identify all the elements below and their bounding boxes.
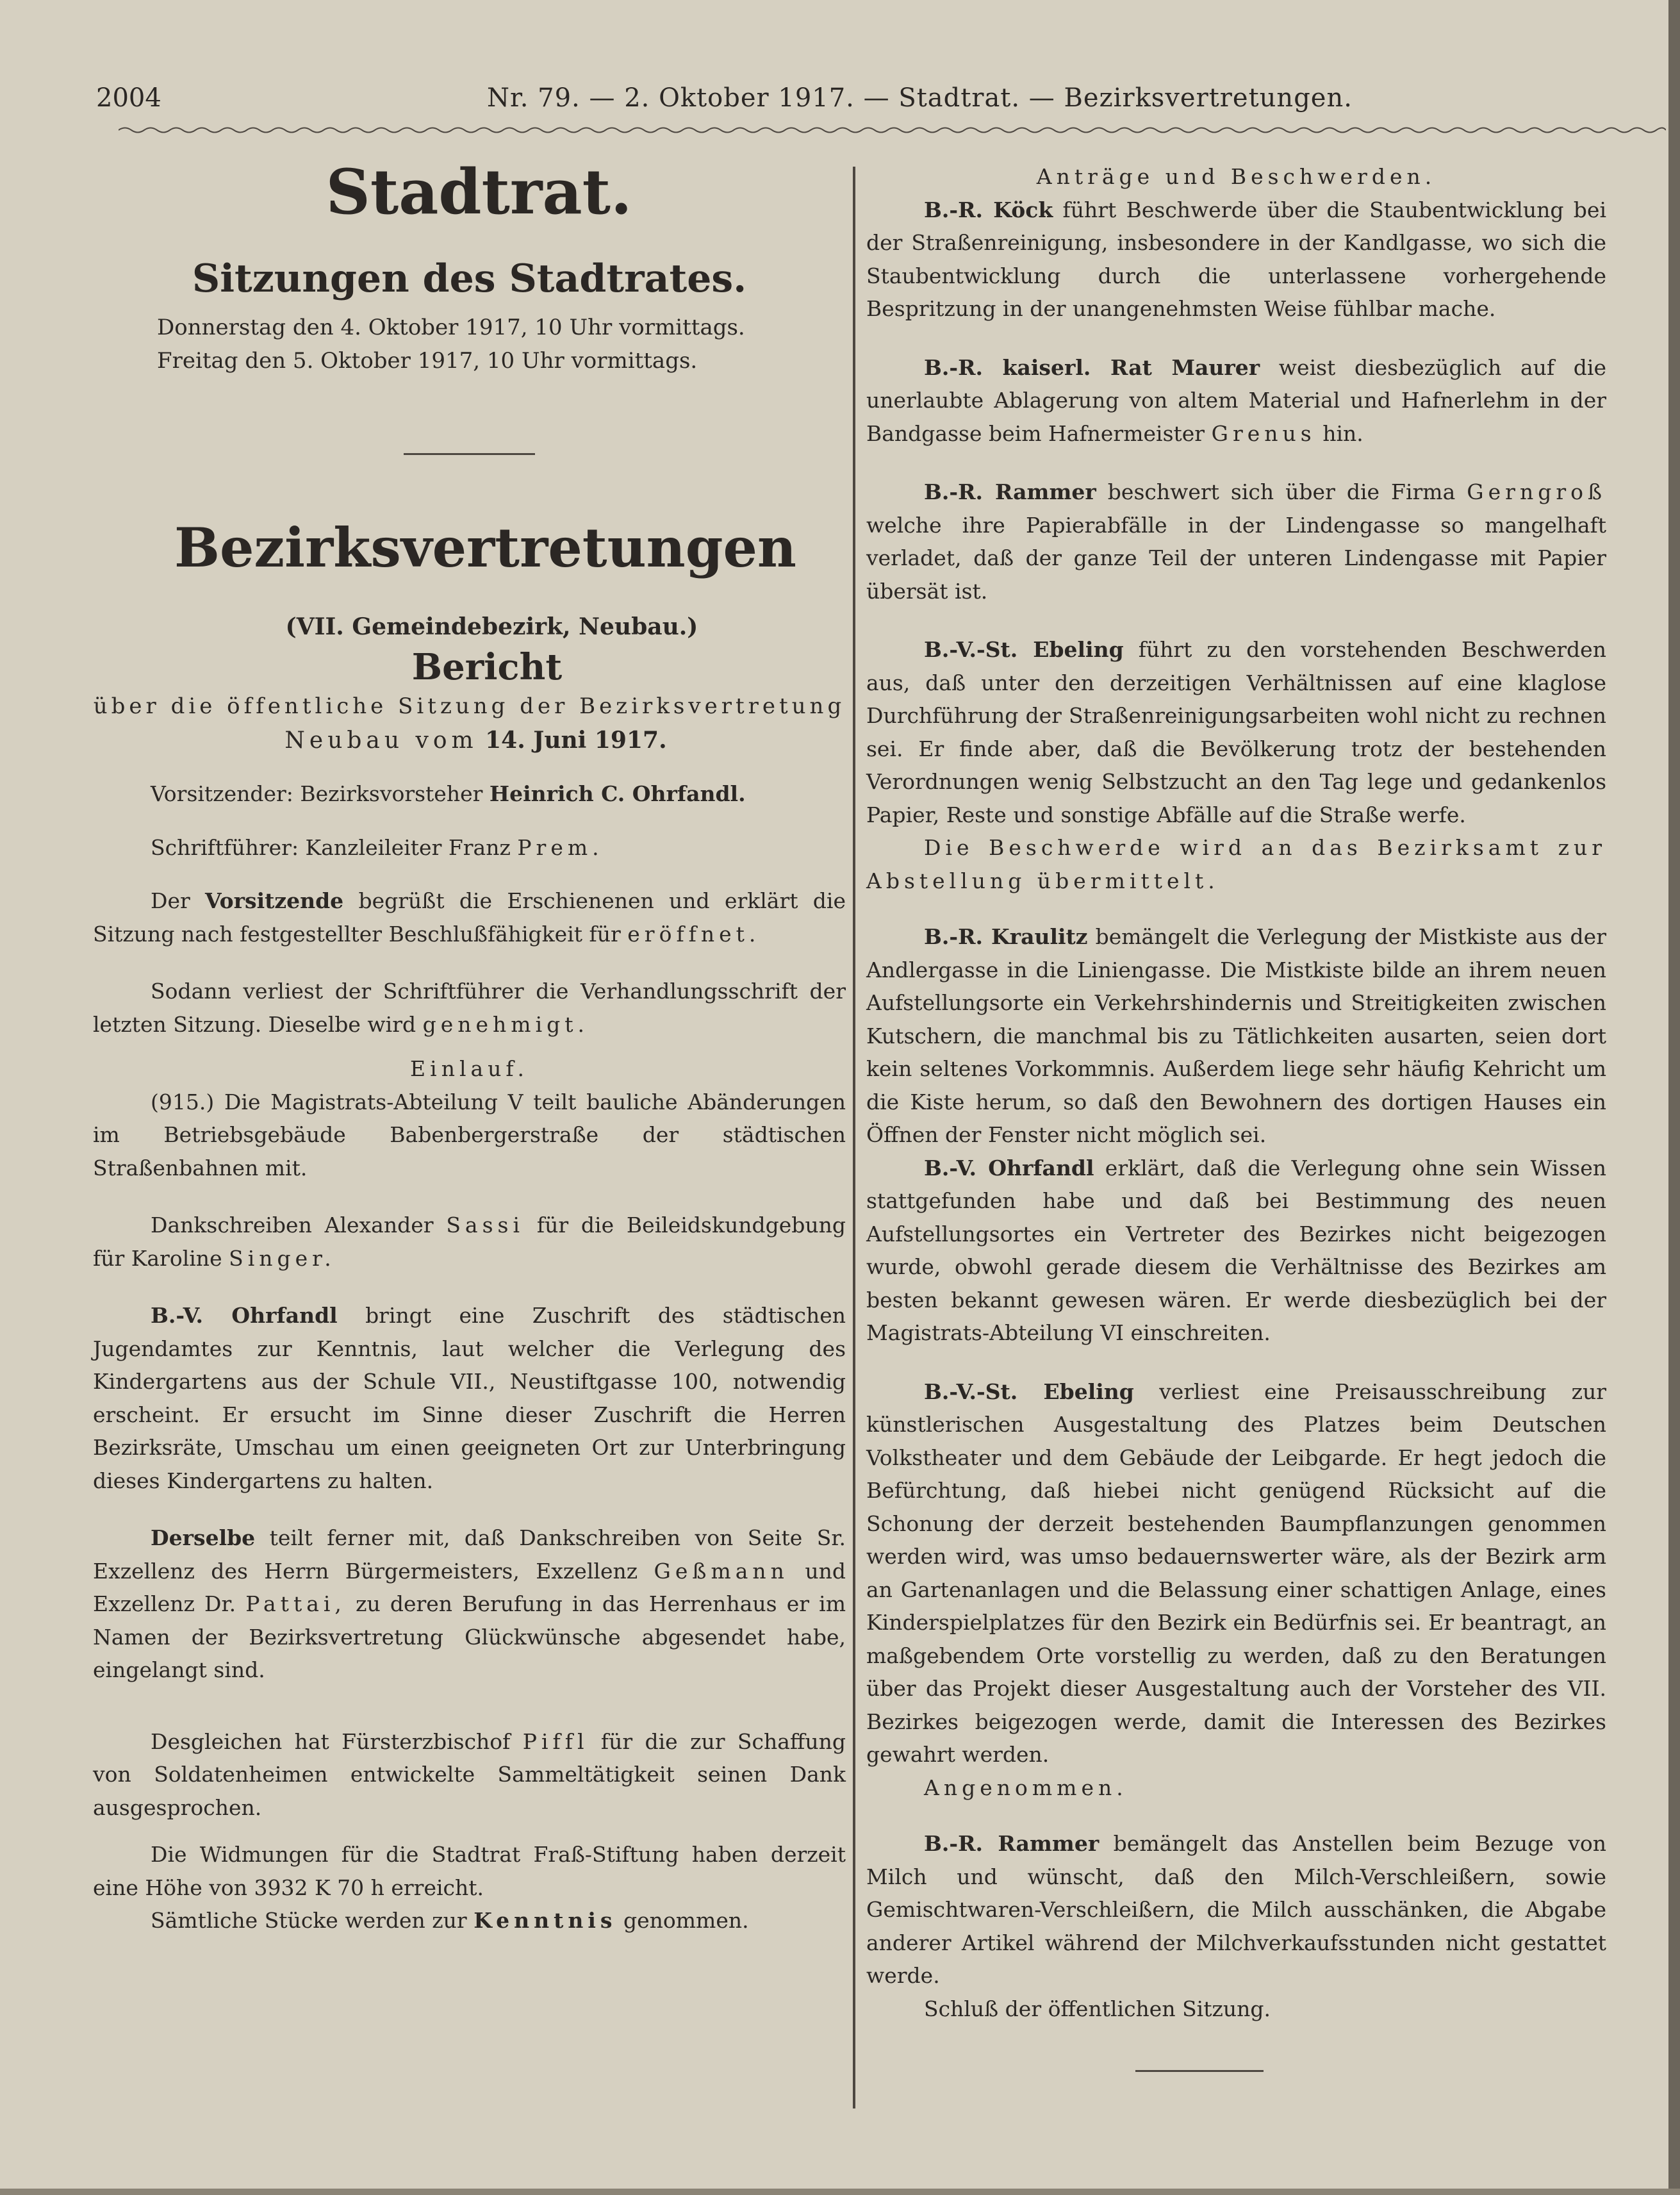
end-rule [1135, 2070, 1264, 2072]
paragraph-kraulitz [866, 920, 1606, 1152]
p4-sassi: Sassi [446, 1213, 525, 1238]
r2-grenus: Grenus [1211, 420, 1316, 446]
secretary-label: Schriftführer: Kanzleileiter Franz [151, 834, 511, 860]
p6-gessmann: Geßmann [654, 1558, 789, 1584]
page-header [96, 77, 1570, 128]
header-wavy-rule [119, 126, 1666, 135]
right-column [866, 160, 1606, 2072]
p1-vorsitzende: Vorsitzende [205, 888, 344, 913]
bericht-title: Bericht [411, 646, 563, 688]
r3-text-d: welche ihre Papierabfälle in der Lindengasse so mangelhaft verladet, daß der ganze Teil der unteren Lindengasse mit Papier übersät ist. [866, 512, 1606, 604]
paragraph-ohrfandl [866, 1152, 1606, 1350]
report-subtitle-line-1: über die öffentliche Sitzung der Bezirksvertretung [93, 693, 846, 719]
paragraph-piffl [93, 1725, 846, 1825]
einlauf-heading: Einlauf. [410, 1056, 529, 1081]
p5-text: bringt eine Zuschrift des städtischen Jugendamtes zur Kenntnis, laut welcher die Verlegung des Kindergartens aus der Schule VII., Neustiftgasse 100, notwendig erscheint. Er ersucht im Sinne dieser Zuschrift die Herren Bezirksräte, Umschau um einen geeigneten Ort zur Unterbringung dieses Kindergartens zu halten. [93, 1303, 846, 1493]
r7-text: erklärt, daß die Verlegung ohne sein Wissen stattgefunden habe und daß bei Bestimmung des neuen Aufstellungsortes ein Vertreter des Bezirkes nicht beigezogen wurde, obwohl gerade diesem die Verhältnisse des Bezirkes am besten bekannt gewesen wären. Er werde diesbezüglich bei der Magistrats-Abteilung VI einschreiten. [866, 1155, 1606, 1345]
sitzungen-title: Sitzungen des Stadtrates. [192, 256, 747, 301]
column-divider [853, 167, 855, 2108]
p6-text-f: zu deren Berufung in das Herrenhaus er im Namen der Bezirksvertretung Glückwünsche abgesendet habe, eingelangt sind. [93, 1591, 846, 1682]
report-date: 14. Juni 1917. [485, 727, 667, 754]
r4-text: führt zu den vorstehenden Beschwerden aus, daß unter den derzeitigen Verhältnissen auf eine klaglose Durchführung der Straßenreinigungsarbeiten wohl nicht zu rechnen sei. Er finde aber, daß die Bevölkerung trotz der bestehenden Verordnungen wenig Selbstzucht an den Tag lege und gedankenlos Papier, Reste und sonstige Abfälle auf die Straße werfe. [866, 637, 1606, 827]
p6-pattai: Pattai, [245, 1591, 346, 1616]
district-label: (VII. Gemeindebezirk, Neubau.) [285, 613, 698, 640]
r3-speaker: B.-R. Rammer [924, 479, 1096, 504]
p4-text-c: für die Beileidskundgebung für Karoline [93, 1213, 846, 1271]
r7-speaker: B.-V. Ohrfandl [924, 1155, 1094, 1180]
r2-text: weist diesbezüglich auf die unerlaubte Ablagerung von altem Material und Hafnerlehm in der Bandgasse beim Hafnermeister [866, 354, 1606, 446]
p9-genommen: genommen. [623, 1908, 749, 1933]
date-line-1: Donnerstag den 4. Oktober 1917, 10 Uhr vormittags. [157, 315, 745, 340]
r10-speaker: B.-R. Rammer [924, 1831, 1099, 1856]
chair-label: Vorsitzender: Bezirksvorsteher [151, 781, 483, 806]
report-district: Neubau vom [284, 727, 478, 754]
p2-genehmigt: genehmigt. [422, 1011, 589, 1037]
p9-kenntnis: Kenntnis [474, 1908, 617, 1933]
r3-text-b: beschwert sich über die Firma [1107, 479, 1456, 504]
r6-speaker: B.-R. Kraulitz [924, 924, 1088, 949]
date-line-2: Freitag den 5. Oktober 1917, 10 Uhr vormittags. [157, 348, 698, 374]
paragraph-maurer [866, 351, 1606, 451]
r1-text: führt Beschwerde über die Staubentwicklung bei der Straßenreinigung, insbesondere in der Kandlgasse, wo sich die Staubentwicklung durch die unterlassene vorhergehende Bespritzung in der unangenehmsten Weise fühlbar mache. [866, 197, 1607, 321]
p1-text: begrüßt die Erschienenen und erklärt die Sitzung nach festgestellter Beschlußfähigkeit für [93, 888, 846, 947]
paragraph-kindergarten [93, 1299, 846, 1497]
schluss-line: Schluß der öffentlichen Sitzung. [924, 1996, 1271, 2021]
p2-text: Sodann verliest der Schriftführer die Verhandlungsschrift der letzten Sitzung. Dieselbe wird [93, 979, 846, 1037]
p1-eroeffnet: eröffnet. [627, 921, 761, 947]
antraege-heading: Anträge und Beschwerden. [1036, 164, 1437, 189]
p6-text-b: teilt ferner mit, daß Dankschreiben von Seite Sr. Exzellenz des Herrn Bürgermeisters, Exzellenz [93, 1525, 846, 1584]
paragraph-derselbe [93, 1521, 846, 1687]
p7-text-a: Desgleichen hat Fürsterzbischof [151, 1728, 511, 1754]
page-edge-right [1668, 0, 1680, 2195]
r6-text: bemängelt die Verlegung der Mistkiste aus der Andlergasse in die Liniengasse. Die Mistkiste bilde an ihrem neuen Aufstellungsorte ein Verkehrshindernis und Streitigkeiten zwischen Kutschern, die manchmal bis zu Tätlichkeiten ausarten, seien dort kein seltenes Vorkommnis. Außerdem liege sehr häufig Kehricht um die Kiste herum, so daß den Bewohnern des dortigen Hauses ein Öffnen der Fenster nicht möglich sei. [866, 924, 1606, 1147]
secretary-name: Prem. [517, 834, 604, 860]
paragraph-koeck [866, 194, 1606, 326]
r4-speaker: B.-V.-St. Ebeling [924, 637, 1124, 662]
paragraph-rammer-2 [866, 1827, 1606, 1992]
paragraph-ebeling-2 [866, 1375, 1606, 1771]
bezirksvertretungen-title: Bezirksvertretungen [174, 516, 796, 579]
p6-derselbe: Derselbe [151, 1525, 256, 1550]
r8-text: verliest eine Preisausschreibung zur künstlerischen Ausgestaltung des Platzes beim Deutschen Volkstheater und dem Gebäude der Leibgarde. Er hegt jedoch die Befürchtung, daß hiebei nicht genügend Rücksicht auf die Schonung der derzeit bestehenden Baumpflanzungen genommen werden wird, was umso bedauernswerter wäre, als der Bezirk arm an Gartenanlagen und die Belassung einer schattigen Anlage, eines Kinderspielplatzes für den Bezirk ein Bedürfnis sei. Er beantragt, an maßgebendem Orte vorstellig zu werden, daß zu den Beratungen über das Projekt dieser Ausgestaltung auch der Vorsteher des VII. Bezirkes beigezogen werde, damit die Interessen des Bezirkes gewahrt werden. [866, 1379, 1606, 1767]
p1-lead: Der [151, 888, 190, 913]
report-subtitle-line-2 [106, 723, 846, 758]
p7-text-c: für die zur Schaffung von Soldatenheimen entwickelte Sammeltätigkeit seinen Dank ausgesprochen. [93, 1728, 846, 1820]
chair-name: Heinrich C. Ohrfandl. [489, 781, 746, 806]
chair-line [93, 777, 846, 811]
stadtrat-title: Stadtrat. [325, 156, 632, 228]
page-edge-bottom [0, 2189, 1680, 2195]
r2-hin: hin. [1322, 420, 1363, 446]
r3-gerngross: Gerngroß [1467, 479, 1607, 504]
secretary-line [93, 831, 846, 865]
paragraph-rammer-1 [866, 476, 1606, 608]
left-column [93, 151, 846, 1937]
p7-piffl: Piffl [522, 1728, 589, 1754]
paragraph-widmungen: Die Widmungen für die Stadtrat Fraß-Stiftung haben derzeit eine Höhe von 3932 K 70 h erreicht. [93, 1842, 846, 1900]
r2-speaker: B.-R. kaiserl. Rat Maurer [924, 354, 1260, 380]
paragraph-beschwerde: Die Beschwerde wird an das Bezirksamt zur Abstellung übermittelt. [866, 835, 1606, 893]
p5-speaker: B.-V. Ohrfandl [151, 1303, 338, 1328]
paragraph-dankschreiben [93, 1209, 846, 1275]
p6-text-d: und Exzellenz Dr. [93, 1558, 846, 1616]
angenommen: Angenommen. [924, 1775, 1128, 1800]
r8-speaker: B.-V.-St. Ebeling [924, 1379, 1134, 1404]
running-title: Nr. 79. — 2. Oktober 1917. — Stadtrat. — Bezirksvertretungen. [487, 83, 1353, 113]
paragraph-ebeling-1 [866, 633, 1606, 831]
paragraph-915: (915.) Die Magistrats-Abteilung V teilt bauliche Abänderungen im Betriebsgebäude Babenbergerstraße der städtischen Straßenbahnen mit. [93, 1089, 846, 1180]
p4-singer: Singer. [229, 1245, 336, 1271]
p9-text-a: Sämtliche Stücke werden zur [151, 1908, 467, 1933]
r10-text: bemängelt das Anstellen beim Bezuge von Milch und wünscht, daß den Milch-Verschleißern, sowie Gemischtwaren-Verschleißern, die Milch ausschänken, die Abgabe anderer Artikel während der Milchverkaufsstunden nicht gestattet werde. [866, 1831, 1606, 1988]
paragraph-kenntnis [93, 1904, 846, 1937]
page-number: 2004 [96, 83, 161, 113]
paragraph-opening [93, 884, 846, 950]
p4-text-a: Dankschreiben Alexander [151, 1213, 434, 1238]
paragraph-minutes [93, 975, 846, 1041]
r1-speaker: B.-R. Köck [924, 197, 1053, 222]
